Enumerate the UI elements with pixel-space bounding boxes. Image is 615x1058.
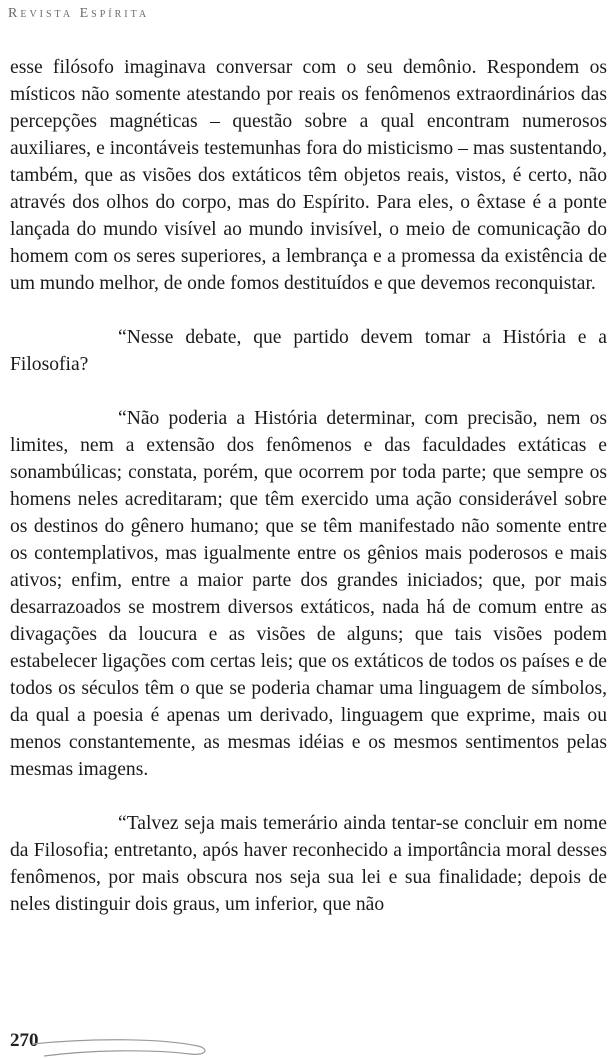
- paragraph-2: “Nesse debate, que partido devem tomar a História e a Filosofia?: [10, 327, 607, 375]
- page-number: 270: [10, 1030, 39, 1051]
- running-header: Revista Espírita: [8, 6, 150, 21]
- paragraph-4: “Talvez seja mais temerário ainda tentar-se concluir em nome da Filosofia; entretanto, após haver reconhecido a importância moral desses fenômenos, por mais obscura nos seja sua lei e sua finalidade; depois de neles distinguir dois graus, um inferior, que não: [10, 813, 607, 915]
- footer-swash-ornament: [30, 1034, 220, 1058]
- paragraph-3: “Não poderia a História determinar, com precisão, nem os limites, nem a extensão dos fenômenos e das faculdades extáticas e sonambúlicas; constata, porém, que ocorrem por toda parte; que sempre os homens neles acreditaram; que têm exercido uma ação considerável sobre os destinos do gênero humano; que se têm manifestado não somente entre os contemplativos, mas igualmente entre os gênios mais poderosos e mais ativos; enfim, entre a maior parte dos grandes iniciados; que, por mais desarrazoados se mostrem diversos extáticos, nada há de comum entre as divagações da loucura e as visões de alguns; que tais visões podem estabelecer ligações com certas leis; que os extáticos de todos os países e de todos os séculos têm o que se poderia chamar uma linguagem de símbolos, da qual a poesia é apenas um derivado, linguagem que exprime, mais ou menos constantemente, as mesmas idéias e os mesmos sentimentos pelas mesmas imagens.: [10, 408, 607, 780]
- paragraph-1: esse filósofo imaginava conversar com o seu demônio. Respondem os místicos não somente atestando por reais os fenômenos extraordinários das percepções magnéticas – questão sobre a qual encontram numerosos auxiliares, e incontáveis testemunhas fora do misticismo – mas sustentando, também, que as visões dos extáticos têm objetos reais, vistos, é certo, não através dos olhos do corpo, mas do Espírito. Para eles, o êxtase é a ponte lançada do mundo visível ao mundo invisível, o meio de comunicação do homem com os seres superiores, a lembrança e a promessa da existência de um mundo melhor, de onde fomos destituídos e que devemos reconquistar.: [10, 57, 607, 294]
- body-text: [10, 54, 607, 918]
